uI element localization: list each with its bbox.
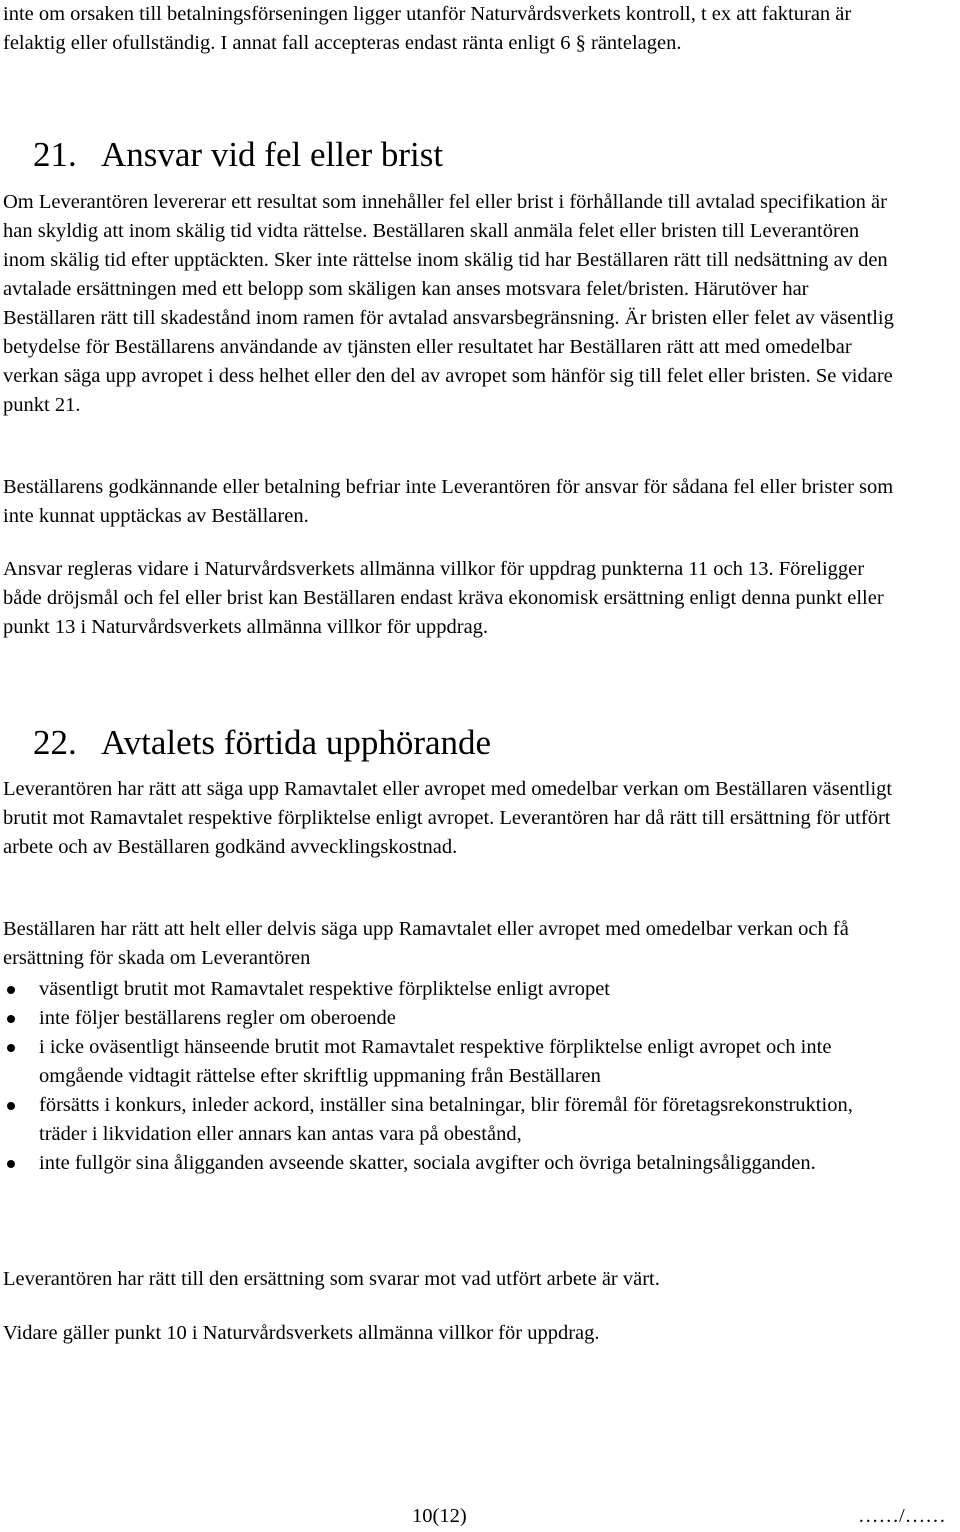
bullet-icon (7, 1102, 15, 1110)
intro-paragraph (3, 0, 903, 58)
list-item: inte följer beställarens regler om oberoende (3, 1004, 903, 1033)
termination-reasons-list (3, 975, 903, 1178)
section-22-paragraph-2: Beställaren har rätt att helt eller delvis säga upp Ramavtalet eller avropet med omedelbar verkan och få ersättning för skada om Leverantören (3, 918, 849, 969)
list-item: i icke oväsentligt hänseende brutit mot Ramavtalet respektive förpliktelse enligt avropet och inte omgående vidtagit rättelse efter skriftlig uppmaning från Beställaren (3, 1033, 903, 1091)
page-number: 10(12) (412, 1505, 467, 1527)
section-22-title: Avtalets förtida upphörande (101, 723, 492, 762)
list-item: försätts i konkurs, inleder ackord, inställer sina betalningar, blir föremål för företagsrekonstruktion, träder i likvidation eller annars kan antas vara på obestånd, (3, 1091, 903, 1149)
section-21-paragraph-3: Ansvar regleras vidare i Naturvårdsverkets allmänna villkor för uppdrag punkterna 11 och 13. Föreligger både dröjsmål och fel eller brist kan Beställaren endast kräva ekonomisk ersättning enligt denna punkt eller punkt 13 i Naturvårdsverkets allmänna villkor för uppdrag. (3, 558, 884, 638)
list-item: inte fullgör sina åligganden avseende skatter, sociala avgifter och övriga betalningsåligganden. (3, 1149, 903, 1178)
list-item: väsentligt brutit mot Ramavtalet respektive förpliktelse enligt avropet (3, 975, 903, 1004)
section-22-number: 22. (33, 723, 77, 762)
intro-text: inte om orsaken till betalningsförseningen ligger utanför Naturvårdsverkets kontroll, t ex att fakturan är felaktig eller ofullständig. I annat fall accepteras endast ränta enligt 6 § räntelagen. (3, 3, 852, 54)
section-22-closing-1: Leverantören har rätt till den ersättning som svarar mot vad utfört arbete är värt. (3, 1268, 660, 1290)
section-21-paragraph-1: Om Leverantören levererar ett resultat som innehåller fel eller brist i förhållande till avtalad specifikation är han skyldig att inom skälig tid vidta rättelse. Beställaren skall anmäla felet eller bristen till Leverantören inom skälig tid efter upptäckten. Sker inte rättelse inom skälig tid har Beställaren rätt till nedsättning av den avtalade ersättningen med ett belopp som skäligen kan anses motsvara felet/bristen. Härutöver har Beställaren rätt till skadestånd inom ramen för avtalad ansvarsbegränsning. Är bristen eller felet av väsentlig betydelse för Beställarens användande av tjänsten eller resultatet har Beställaren rätt att med omedelbar verkan säga upp avropet i dess helhet eller den del av avropet som hänför sig till felet eller bristen. Se vidare punkt 21. (3, 191, 894, 416)
section-21-heading (33, 135, 443, 175)
bullet-icon (7, 1015, 15, 1023)
bullet-icon (7, 1160, 15, 1168)
section-21-paragraph-2: Beställarens godkännande eller betalning befriar inte Leverantören för ansvar för sådana fel eller brister som inte kunnat upptäckas av Beställaren. (3, 476, 894, 527)
initials-line: ……/…… (858, 1505, 946, 1527)
bullet-icon (7, 1044, 15, 1052)
section-21-title: Ansvar vid fel eller brist (101, 135, 444, 174)
section-22-heading (33, 723, 491, 763)
section-22-closing-2: Vidare gäller punkt 10 i Naturvårdsverkets allmänna villkor för uppdrag. (3, 1322, 600, 1344)
bullet-icon (7, 986, 15, 994)
section-22-paragraph-1: Leverantören har rätt att säga upp Ramavtalet eller avropet med omedelbar verkan om Beställaren väsentligt brutit mot Ramavtalet respektive förpliktelse enligt avropet. Leverantören har då rätt till ersättning för utfört arbete och av Beställaren godkänd avvecklingskostnad. (3, 778, 893, 858)
section-21-number: 21. (33, 135, 77, 174)
